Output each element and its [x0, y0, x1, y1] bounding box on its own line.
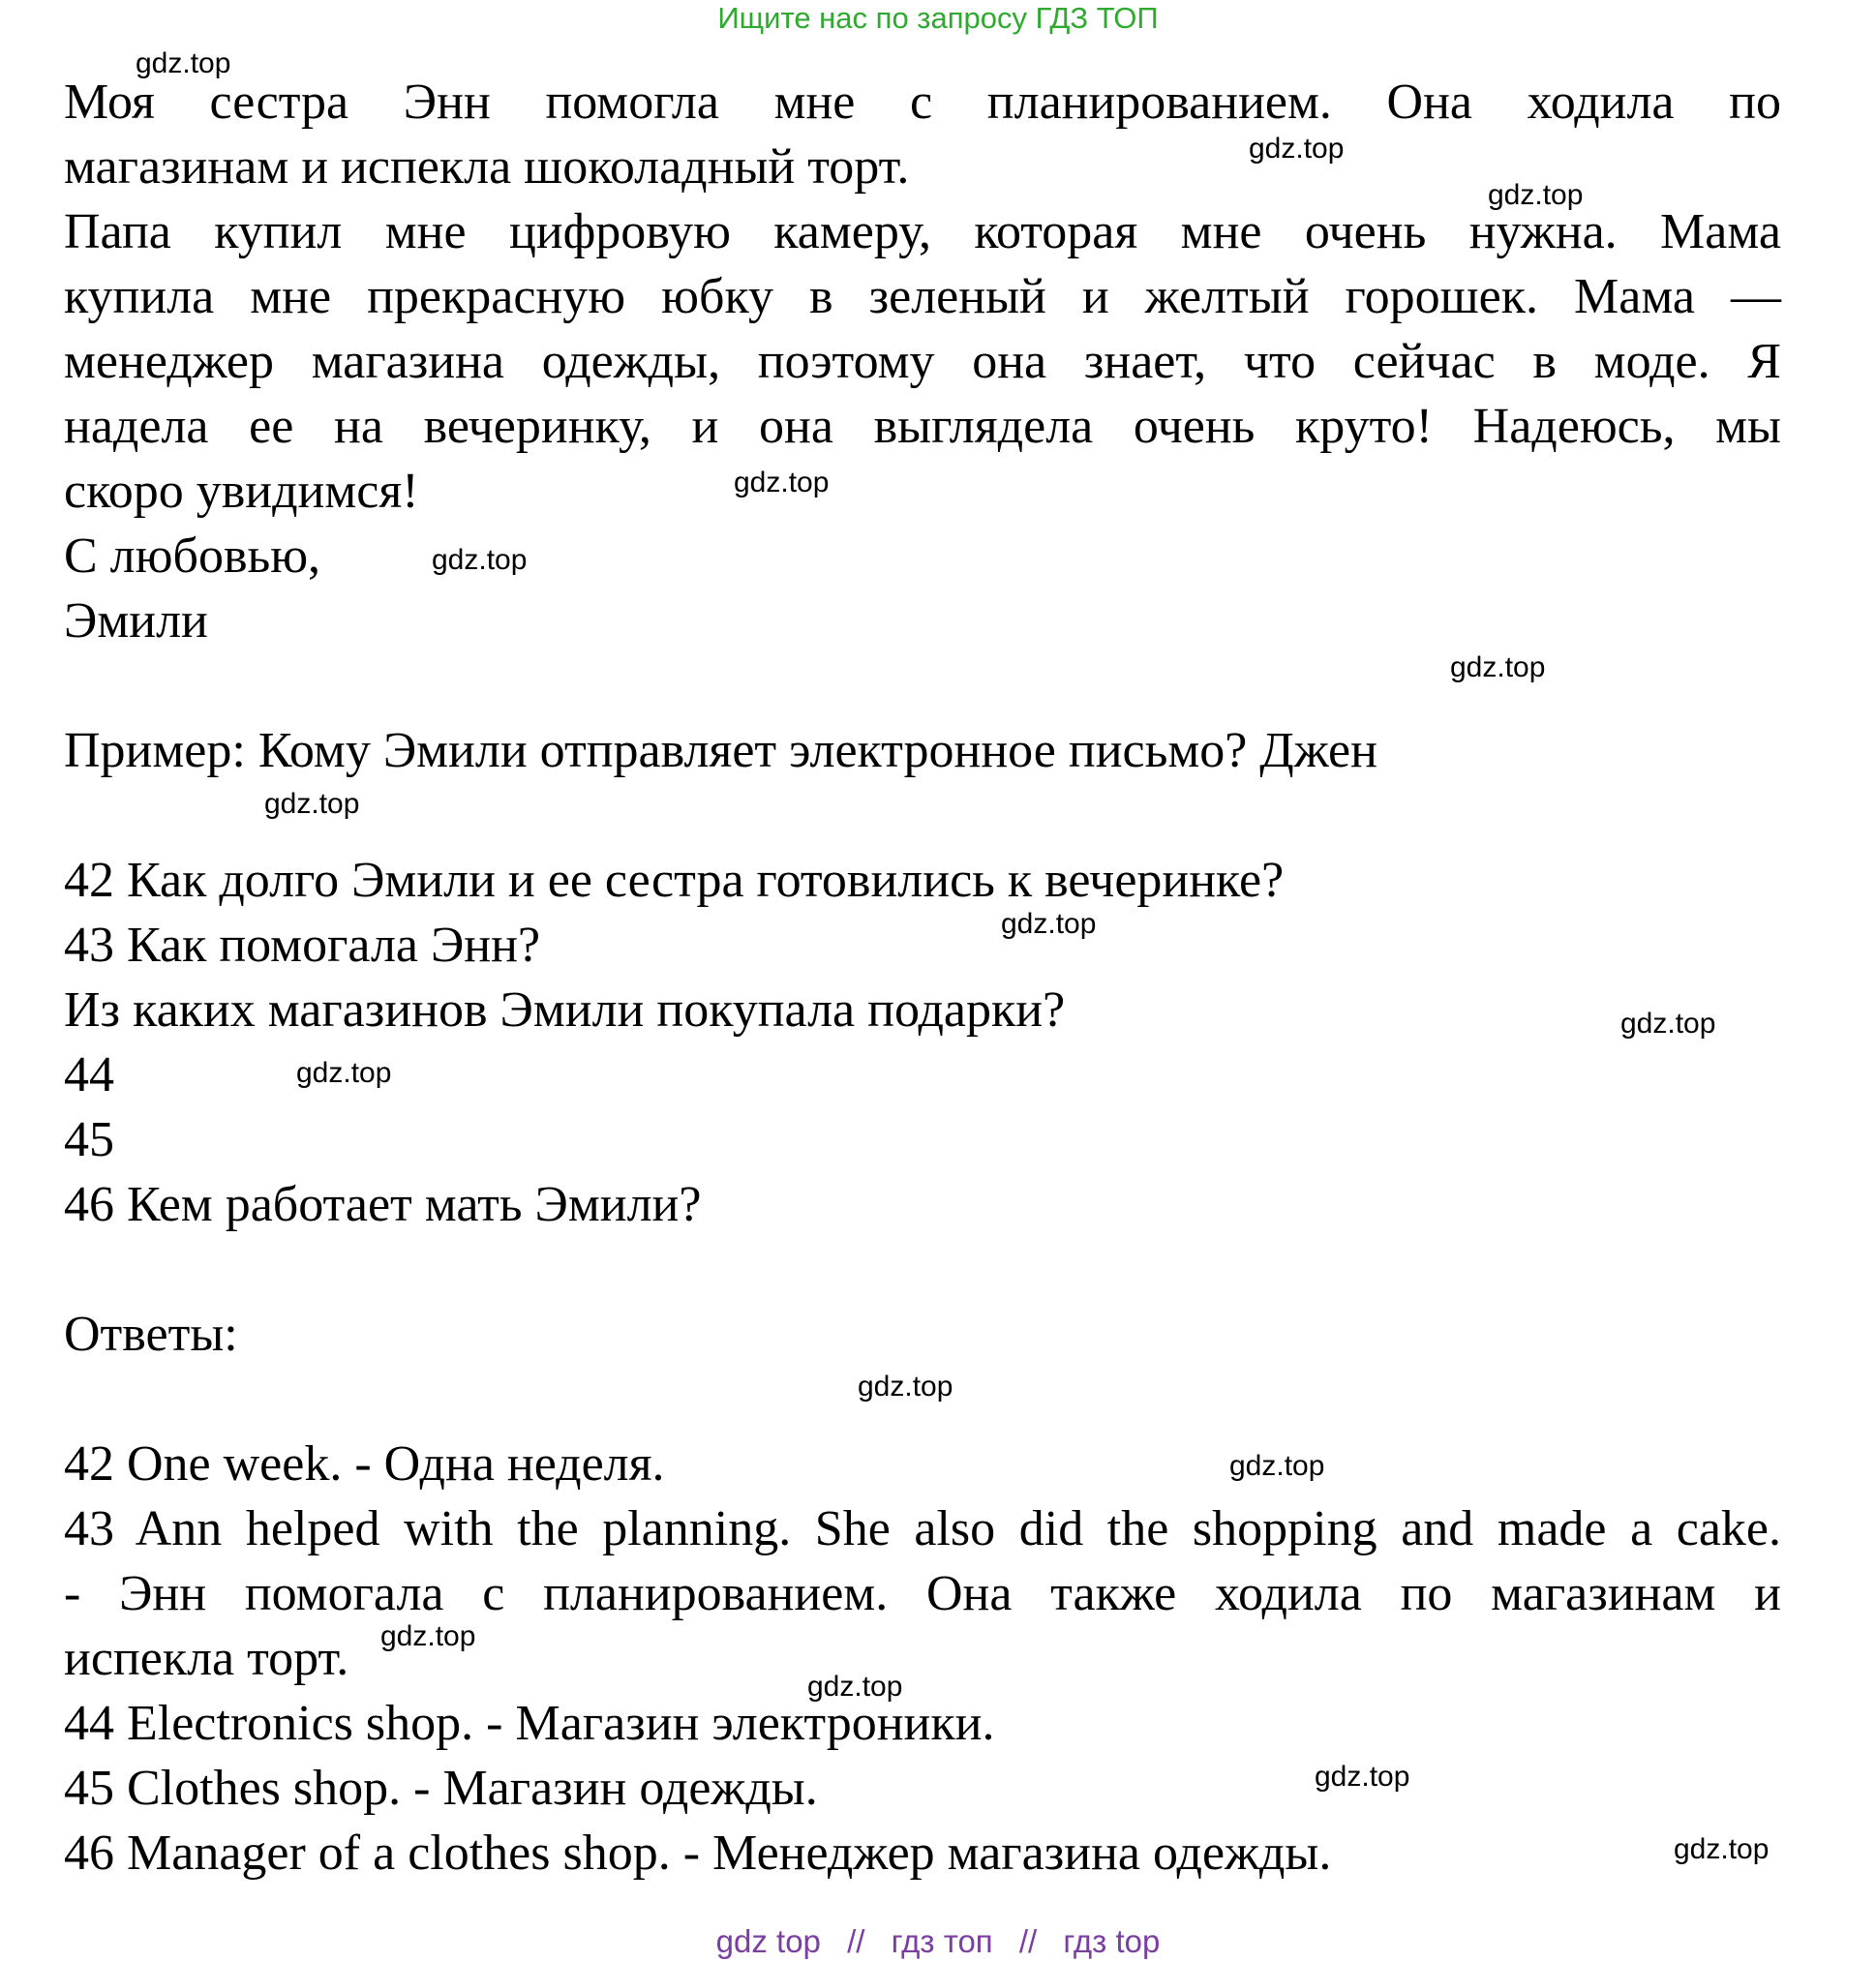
watermark: gdz.top [1315, 1761, 1410, 1793]
question-44: 44 [64, 1047, 114, 1102]
watermark: gdz.top [1249, 133, 1345, 165]
letter-paragraph-1-line-2: магазинам и испекла шоколадный торт. [64, 139, 910, 195]
letter-closing: С любовью, [64, 528, 321, 584]
letter-paragraph-1-line-1: Моя сестра Энн помогла мне с планированием. Она ходила по [64, 75, 1781, 130]
answer-43-line-3: испекла торт. [64, 1631, 349, 1686]
answer-45: 45 Clothes shop. - Магазин одежды. [64, 1761, 818, 1816]
footer-separator: // [1018, 1923, 1038, 1959]
answer-46: 46 Manager of a clothes shop. - Менеджер магазина одежды. [64, 1826, 1332, 1881]
watermark: gdz.top [1488, 179, 1584, 211]
question-42: 42 Как долго Эмили и ее сестра готовились к вечеринке? [64, 853, 1285, 908]
watermark: gdz.top [1229, 1450, 1325, 1482]
answer-43-line-2: - Энн помогала с планированием. Она также ходила по магазинам и [64, 1566, 1781, 1621]
watermark: gdz.top [1001, 908, 1097, 940]
watermark: gdz.top [1674, 1833, 1770, 1865]
letter-paragraph-2-line-3: менеджер магазина одежды, поэтому она знает, что сейчас в моде. Я [64, 334, 1781, 389]
example-line: Пример: Кому Эмили отправляет электронное письмо? Джен [64, 723, 1377, 778]
question-46: 46 Кем работает мать Эмили? [64, 1177, 702, 1232]
question-43: 43 Как помогала Энн? [64, 918, 541, 973]
question-45: 45 [64, 1112, 114, 1167]
letter-paragraph-2-line-1: Папа купил мне цифровую камеру, которая мне очень нужна. Мама [64, 204, 1781, 259]
footer-separator: // [847, 1923, 865, 1959]
answer-42: 42 One week. - Одна неделя. [64, 1436, 665, 1492]
watermark: gdz.top [1620, 1008, 1716, 1040]
watermark: gdz.top [807, 1671, 903, 1703]
answer-43-line-1: 43 Ann helped with the planning. She also did the shopping and made a cake. [64, 1501, 1781, 1556]
answer-44: 44 Electronics shop. - Магазин электроники. [64, 1696, 995, 1751]
question-shops: Из каких магазинов Эмили покупала подарки? [64, 982, 1066, 1038]
watermark: gdz.top [264, 788, 360, 820]
letter-paragraph-2-line-4: надела ее на вечеринку, и она выглядела очень круто! Надеюсь, мы [64, 399, 1781, 454]
watermark: gdz.top [858, 1371, 953, 1403]
watermark: gdz.top [380, 1620, 476, 1652]
footer-link-gdz-top-ru[interactable]: гдз топ [891, 1923, 993, 1959]
top-banner: Ищите нас по запросу ГДЗ ТОП [717, 1, 1159, 35]
letter-paragraph-2-line-5: скоро увидимся! [64, 464, 419, 519]
watermark: gdz.top [1450, 651, 1546, 683]
watermark: gdz.top [734, 467, 830, 498]
watermark: gdz.top [136, 47, 231, 79]
footer [0, 1922, 1876, 1961]
footer-link-gdz-top[interactable]: gdz top [715, 1923, 821, 1959]
watermark: gdz.top [296, 1057, 392, 1089]
letter-paragraph-2-line-2: купила мне прекрасную юбку в зеленый и желтый горошек. Мама — [64, 269, 1781, 324]
watermark: gdz.top [432, 544, 528, 576]
answers-heading: Ответы: [64, 1307, 238, 1362]
letter-signature: Эмили [64, 593, 208, 649]
footer-link-gdz-top-mixed[interactable]: гдз top [1063, 1923, 1161, 1959]
